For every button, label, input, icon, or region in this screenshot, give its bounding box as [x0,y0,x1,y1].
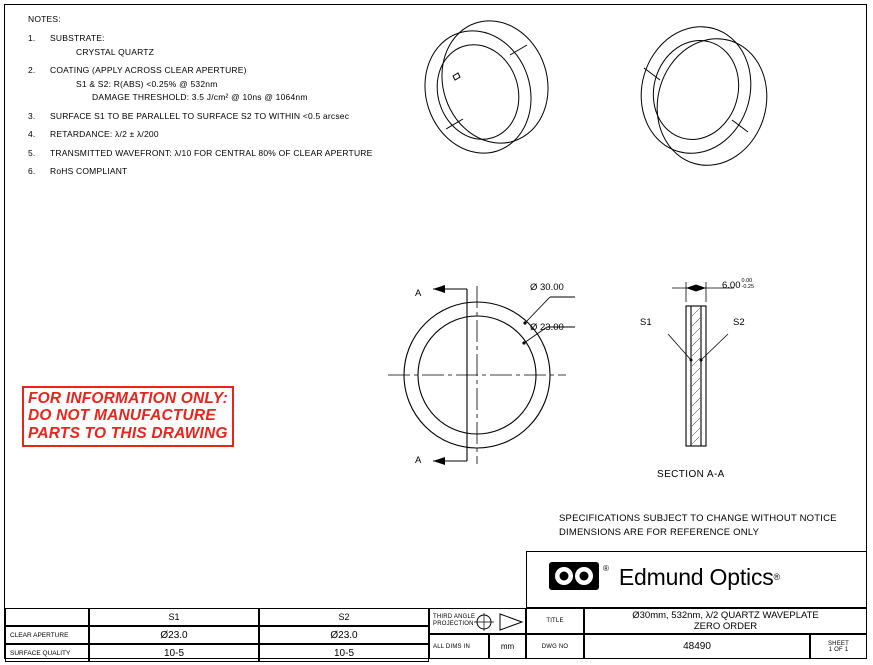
isometric-view-front [398,14,568,174]
dwg-number-cell [584,634,810,659]
stamp-line-1: FOR INFORMATION ONLY: [28,390,228,407]
s2-callout: S2 [733,317,745,328]
notes-title: NOTES: [28,14,61,24]
dims-label-cell [429,634,489,659]
note-text: SURFACE S1 TO BE PARALLEL TO SURFACE S2 TO WITHIN <0.5 arcsec [50,110,350,121]
clear-aperture-s2: Ø23.0 [259,626,429,644]
note-text: RoHS COMPLIANT [50,166,128,177]
surface-spec-table [5,608,429,662]
section-view-drawing [648,272,838,467]
part-title-line-2: ZERO ORDER [693,621,758,632]
column-header-s1: S1 [89,608,259,626]
inner-diameter-label: Ø 23.00 [530,322,564,333]
note-item [28,129,408,140]
section-arrow-label-top: A [415,288,422,299]
note-number: 4. [28,129,36,140]
sheet-cell [810,634,867,659]
part-title-line-1: Ø30mm, 532nm, λ/2 QUARTZ WAVEPLATE [632,610,819,621]
note-item [28,33,408,58]
section-arrow-label-bottom: A [415,455,422,466]
title-label-cell [526,608,584,634]
thickness-tol-upper: 0.00 [741,278,753,284]
spec-note-line-1: SPECIFICATIONS SUBJECT TO CHANGE WITHOUT NOTICE [559,513,837,524]
sheet-label: SHEET [827,640,849,647]
note-text: SUBSTRATE: [50,33,105,44]
projection-label-line-2: PROJECTION [433,620,474,627]
dwg-label-cell [526,634,584,659]
note-subtext-2: DAMAGE THRESHOLD: 3.5 J/cm² @ 10ns @ 1064nm [92,92,308,103]
dims-value: mm [500,642,515,651]
part-title-cell [584,608,867,634]
note-item [28,148,408,159]
note-number: 1. [28,33,36,44]
isometric-view-back [608,10,788,175]
note-text: RETARDANCE: λ/2 ± λ/200 [50,129,159,140]
note-subtext: S1 & S2: R(ABS) <0.25% @ 532nm [76,78,218,89]
dims-label: ALL DIMS IN [433,643,470,650]
projection-cell [429,608,526,634]
note-number: 2. [28,65,36,76]
company-registered-mark: ® [773,572,781,582]
company-banner [526,551,867,608]
title-label: TITLE [546,618,564,624]
surface-quality-s1: 10-5 [89,644,259,662]
sheet-value: 1 OF 1 [828,646,849,653]
logo-registered-mark: ® [603,564,609,573]
thickness-value: 6.00 [722,279,741,291]
surface-quality-s2: 10-5 [259,644,429,662]
section-caption: SECTION A-A [657,469,725,480]
table-row [5,626,429,644]
note-text: TRANSMITTED WAVEFRONT: λ/10 FOR CENTRAL 80% OF CLEAR APERTURE [50,147,373,158]
clear-aperture-s1: Ø23.0 [89,626,259,644]
s1-callout: S1 [640,317,652,328]
row-label-surface-quality: SURFACE QUALITY [5,644,89,662]
projection-label-line-1: THIRD ANGLE [433,614,476,620]
notes-block [28,14,408,185]
thickness-tol-lower: -0.25 [741,283,755,290]
information-only-stamp [22,386,234,447]
company-name: Edmund Optics [618,563,774,590]
stamp-line-2: DO NOT MANUFACTURE [28,407,216,425]
note-item [28,65,408,103]
note-subtext: CRYSTAL QUARTZ [76,46,155,57]
specification-note [559,512,837,540]
note-item [28,111,408,122]
outer-diameter-label: Ø 30.00 [530,282,564,293]
note-number: 3. [28,110,36,121]
spec-note-line-2: DIMENSIONS ARE FOR REFERENCE ONLY [559,526,760,538]
dwg-label: DWG NO [541,643,569,650]
table-header-row [5,608,429,626]
stamp-line-3: PARTS TO THIS DRAWING [28,424,228,442]
row-label-clear-aperture: CLEAR APERTURE [5,626,89,644]
note-item [28,166,408,177]
note-number: 5. [28,147,36,158]
column-header-s2: S2 [259,608,429,626]
note-number: 6. [28,166,36,177]
table-corner-cell [5,608,89,626]
dwg-number: 48490 [683,641,711,652]
table-row [5,644,429,662]
edmund-optics-logo-icon [549,560,601,594]
third-angle-projection-icon [472,612,524,632]
note-text: COATING (APPLY ACROSS CLEAR APERTURE) [50,65,247,76]
dims-value-cell [489,634,526,659]
thickness-dimension [722,279,754,291]
front-view-drawing [375,275,600,475]
